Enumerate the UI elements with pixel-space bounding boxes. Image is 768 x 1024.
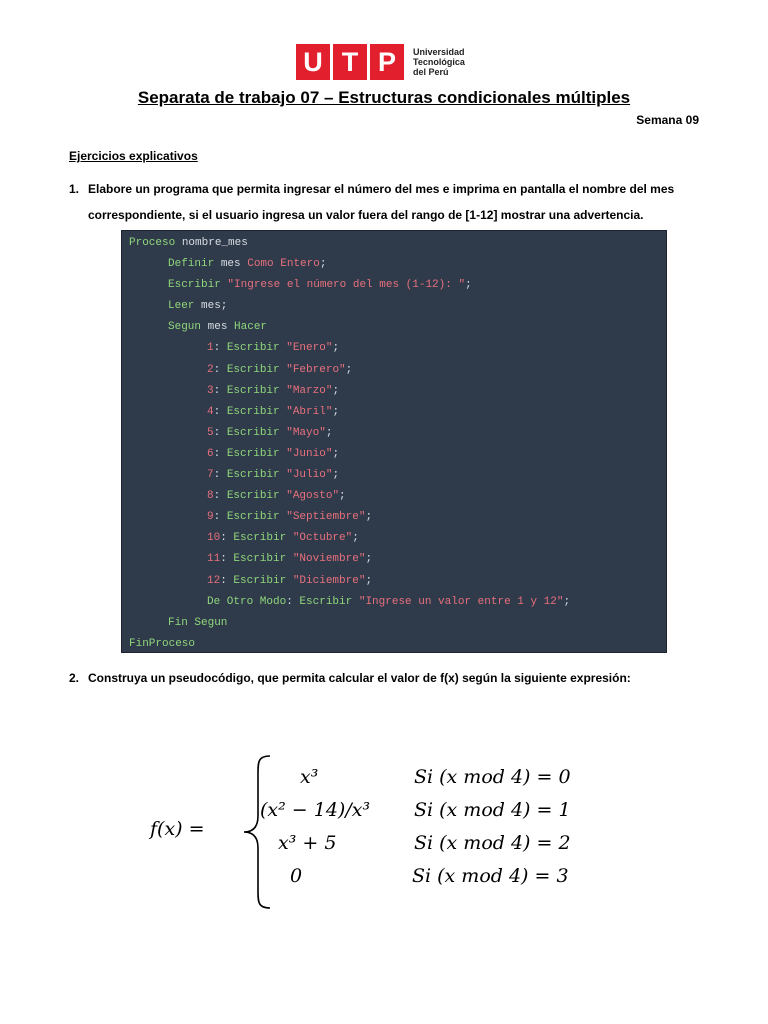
code-line: 3: Escribir "Marzo"; bbox=[207, 384, 340, 397]
case-number: 5 bbox=[207, 426, 214, 439]
string: "Octubre" bbox=[292, 532, 353, 545]
code-line: FinProceso bbox=[129, 637, 196, 650]
logo-letter-u: U bbox=[296, 44, 330, 80]
code-line: 2: Escribir "Febrero"; bbox=[207, 363, 353, 376]
exercise-number: 1. bbox=[69, 182, 80, 196]
code-text: ; bbox=[319, 258, 327, 271]
case-number: 1 bbox=[207, 342, 214, 355]
code-text: mes; bbox=[194, 300, 228, 313]
formula-expression: (x² − 14)/x³ bbox=[260, 799, 371, 821]
code-block bbox=[121, 230, 667, 653]
case-number: 4 bbox=[207, 405, 214, 418]
keyword: Escribir bbox=[226, 342, 280, 355]
logo-line: del Perú bbox=[413, 67, 449, 77]
code-line: 4: Escribir "Abril"; bbox=[207, 405, 340, 418]
formula-condition: Si (x mod 4) = 0 bbox=[414, 766, 571, 788]
code-line: 6: Escribir "Junio"; bbox=[207, 447, 340, 460]
logo-line: Tecnológica bbox=[413, 57, 465, 67]
code-text bbox=[352, 596, 359, 608]
brace-icon bbox=[240, 754, 280, 910]
string: "Junio" bbox=[286, 447, 333, 460]
code-line: 5: Escribir "Mayo"; bbox=[207, 426, 333, 439]
formula-expression: x³ bbox=[300, 766, 319, 788]
week-label: Semana 09 bbox=[636, 113, 699, 127]
keyword: Escribir bbox=[226, 384, 280, 397]
code-line: 12: Escribir "Diciembre"; bbox=[207, 574, 373, 587]
keyword: Escribir bbox=[233, 532, 287, 545]
logo-line: Universidad bbox=[413, 47, 465, 57]
keyword: Escribir bbox=[233, 553, 287, 566]
code-line bbox=[122, 592, 666, 613]
keyword: Segun bbox=[168, 321, 202, 334]
keyword: Escribir bbox=[299, 595, 353, 608]
code-line bbox=[122, 233, 666, 254]
exercise-text: Construya un pseudocódigo, que permita calcular el valor de f(x) según la siguiente expresión: bbox=[88, 671, 631, 685]
code-line bbox=[122, 296, 666, 317]
string: "Julio" bbox=[286, 469, 333, 482]
string: "Ingrese un valor entre 1 y 12" bbox=[358, 595, 564, 608]
code-text: mes bbox=[201, 321, 235, 334]
formula-condition: Si (x mod 4) = 2 bbox=[414, 832, 571, 854]
code-line: 10: Escribir "Octubre"; bbox=[207, 532, 359, 545]
case-number: 8 bbox=[207, 490, 214, 503]
formula-condition: Si (x mod 4) = 1 bbox=[414, 799, 571, 821]
keyword: Escribir bbox=[226, 490, 280, 503]
case-number: 6 bbox=[207, 447, 214, 460]
code-line: 8: Escribir "Agosto"; bbox=[207, 490, 346, 503]
case-number: 9 bbox=[207, 511, 214, 524]
code-line bbox=[122, 317, 666, 338]
string: "Enero" bbox=[286, 342, 333, 355]
keyword: Escribir bbox=[226, 511, 280, 524]
code-line: 1: Escribir "Enero"; bbox=[207, 342, 340, 355]
formula-expression: 0 bbox=[290, 865, 303, 887]
keyword: Escribir bbox=[233, 574, 287, 587]
exercise-number: 2. bbox=[69, 671, 80, 685]
case-number: 11 bbox=[207, 553, 221, 566]
page-title: Separata de trabajo 07 – Estructuras condicionales múltiples bbox=[137, 88, 631, 107]
keyword: Proceso bbox=[129, 237, 176, 249]
keyword: Escribir bbox=[226, 469, 280, 482]
keyword: Hacer bbox=[234, 321, 268, 334]
keyword: Leer bbox=[168, 300, 195, 313]
keyword: De Otro Modo bbox=[207, 595, 287, 608]
case-number: 2 bbox=[207, 363, 214, 376]
code-line: 11: Escribir "Noviembre"; bbox=[207, 553, 373, 566]
formula-expression: x³ + 5 bbox=[278, 832, 337, 854]
keyword: Escribir bbox=[168, 279, 221, 292]
exercise-1 bbox=[69, 176, 709, 228]
keyword: Escribir bbox=[226, 405, 280, 418]
logo-text bbox=[413, 47, 465, 77]
keyword: Escribir bbox=[226, 363, 280, 376]
code-text: : bbox=[286, 595, 300, 608]
code-text: nombre_mes bbox=[175, 237, 248, 249]
string: "Diciembre" bbox=[292, 574, 366, 587]
case-number: 10 bbox=[207, 532, 221, 545]
code-line: 7: Escribir "Julio"; bbox=[207, 469, 340, 482]
code-line: 9: Escribir "Septiembre"; bbox=[207, 511, 373, 524]
case-list bbox=[122, 338, 666, 591]
code-text: ; bbox=[465, 279, 472, 292]
string: "Ingrese el número del mes (1-12): " bbox=[227, 279, 466, 292]
utp-logo bbox=[296, 44, 465, 80]
string: "Noviembre" bbox=[292, 553, 366, 566]
code-text: ; bbox=[563, 595, 571, 608]
exercise-2 bbox=[69, 665, 709, 691]
piecewise-formula bbox=[150, 752, 590, 912]
logo-letter-t: T bbox=[333, 44, 367, 80]
string: "Septiembre" bbox=[286, 511, 366, 524]
code-line bbox=[122, 254, 666, 275]
keyword: Escribir bbox=[226, 447, 280, 460]
case-number: 3 bbox=[207, 384, 214, 397]
case-number: 12 bbox=[207, 574, 221, 587]
keyword: Definir bbox=[168, 258, 215, 271]
logo-letter-p: P bbox=[370, 44, 404, 80]
keyword: Escribir bbox=[226, 426, 280, 439]
code-line bbox=[122, 275, 666, 296]
section-heading: Ejercicios explicativos bbox=[69, 149, 198, 163]
string: "Abril" bbox=[286, 405, 333, 418]
code-text: mes bbox=[214, 258, 248, 271]
case-number: 7 bbox=[207, 469, 214, 482]
string: "Marzo" bbox=[286, 384, 333, 397]
string: "Agosto" bbox=[286, 490, 340, 503]
formula-condition: Si (x mod 4) = 3 bbox=[412, 865, 569, 887]
formula-lhs: f(x) = bbox=[150, 818, 205, 840]
string: "Febrero" bbox=[286, 363, 346, 376]
code-line: Fin Segun bbox=[168, 616, 228, 629]
keyword: Como Entero bbox=[247, 258, 320, 271]
string: "Mayo" bbox=[286, 426, 326, 439]
exercise-text: Elabore un programa que permita ingresar el número del mes e imprima en pantalla el nombre del mes correspondiente, si el usuario ingresa un valor fuera del rango de [1-12] mostrar una advertencia. bbox=[88, 182, 675, 222]
